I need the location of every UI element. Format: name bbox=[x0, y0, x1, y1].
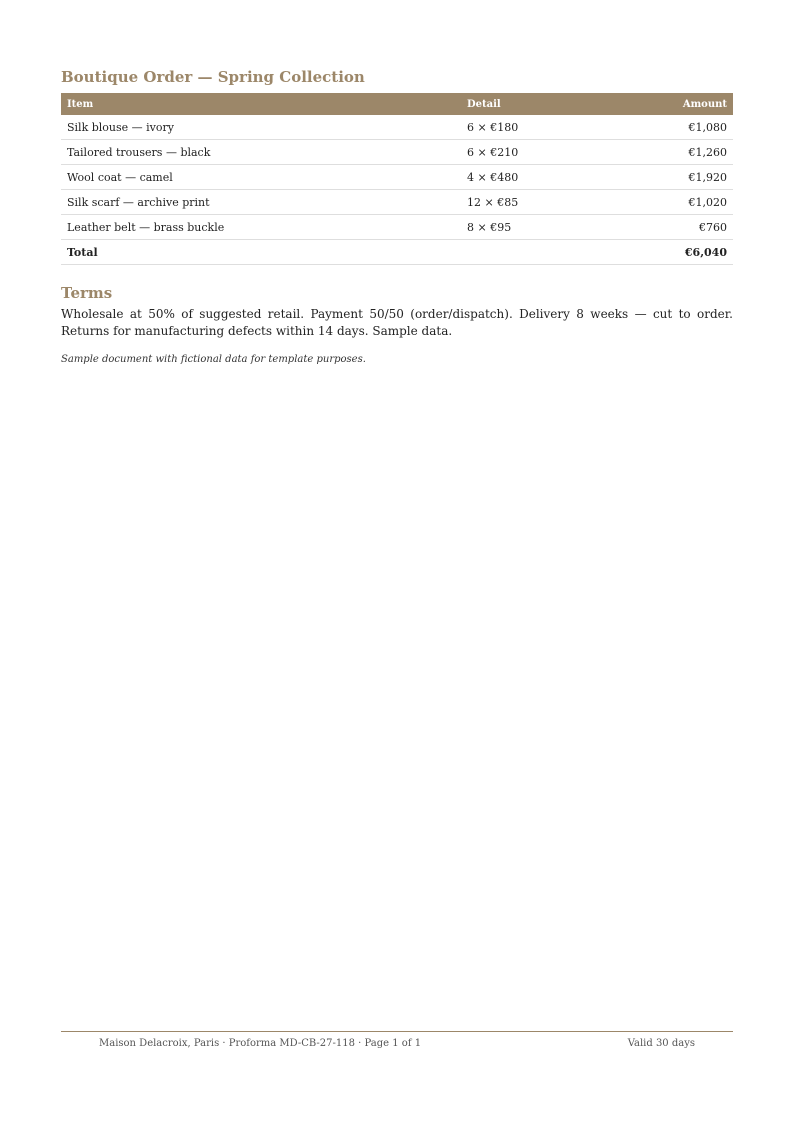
footer-validity: Valid 30 days bbox=[627, 1038, 695, 1049]
order-table bbox=[61, 93, 733, 265]
row-item: Silk scarf — archive print bbox=[61, 190, 461, 215]
document-title: Boutique Order — Spring Collection bbox=[61, 68, 365, 86]
table-row bbox=[61, 165, 733, 190]
row-amount: €1,020 bbox=[603, 190, 733, 215]
row-item: Silk blouse — ivory bbox=[61, 115, 461, 140]
table-row bbox=[61, 140, 733, 165]
disclaimer-note: Sample document with fictional data for template purposes. bbox=[61, 354, 366, 365]
row-amount: €1,920 bbox=[603, 165, 733, 190]
row-amount: €760 bbox=[603, 215, 733, 240]
table-header-row bbox=[61, 93, 733, 115]
row-detail: 4 × €480 bbox=[461, 165, 603, 190]
row-item: Leather belt — brass buckle bbox=[61, 215, 461, 240]
document-page bbox=[61, 60, 733, 365]
row-item: Wool coat — camel bbox=[61, 165, 461, 190]
table-row bbox=[61, 215, 733, 240]
total-row bbox=[61, 240, 733, 265]
table-row bbox=[61, 115, 733, 140]
row-detail: 12 × €85 bbox=[461, 190, 603, 215]
table-row bbox=[61, 190, 733, 215]
total-amount: €6,040 bbox=[603, 240, 733, 265]
row-detail: 6 × €180 bbox=[461, 115, 603, 140]
total-detail bbox=[461, 240, 603, 265]
terms-heading: Terms bbox=[61, 284, 113, 302]
total-label: Total bbox=[61, 240, 461, 265]
row-item: Tailored trousers — black bbox=[61, 140, 461, 165]
table-header bbox=[61, 93, 733, 115]
footer-company-info: Maison Delacroix, Paris · Proforma MD-CB-27-118 · Page 1 of 1 bbox=[99, 1038, 422, 1049]
page-footer bbox=[61, 1031, 733, 1056]
header-item: Item bbox=[67, 98, 94, 110]
header-detail: Detail bbox=[467, 98, 501, 110]
row-amount: €1,080 bbox=[603, 115, 733, 140]
terms-text: Wholesale at 50% of suggested retail. Payment 50/50 (order/dispatch). Delivery 8 weeks — cut to order. Returns for manufacturing defects within 14 days. Sample data. bbox=[61, 307, 733, 338]
row-amount: €1,260 bbox=[603, 140, 733, 165]
row-detail: 8 × €95 bbox=[461, 215, 603, 240]
row-detail: 6 × €210 bbox=[461, 140, 603, 165]
table-body bbox=[61, 115, 733, 265]
header-amount: Amount bbox=[682, 98, 727, 110]
